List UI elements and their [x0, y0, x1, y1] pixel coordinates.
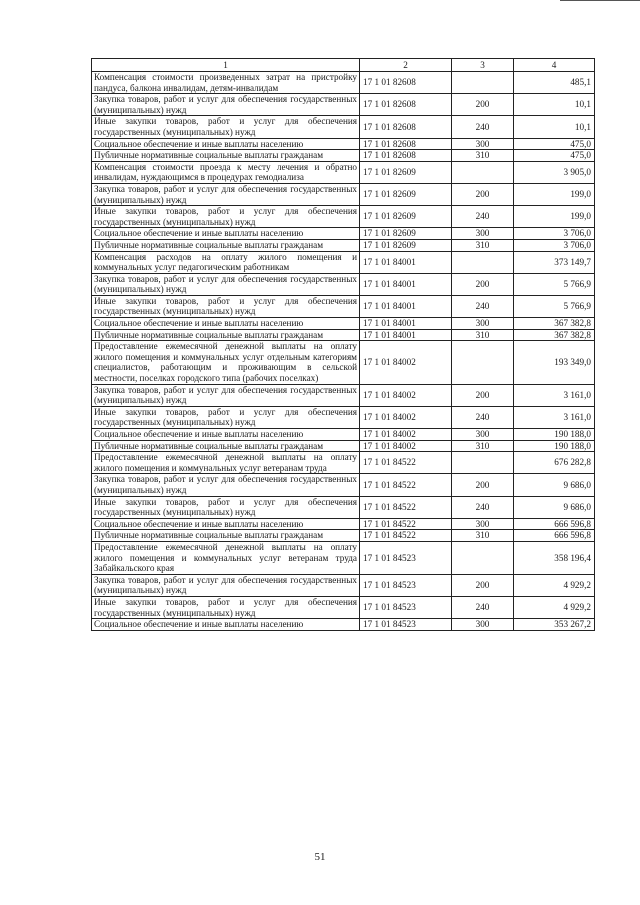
row-code-cell: 17 1 01 84002: [360, 341, 452, 384]
row-code-cell: 17 1 01 82608: [360, 94, 452, 116]
row-name-cell: Социальное обеспечение и иные выплаты населению: [92, 429, 360, 441]
table-row: [92, 239, 595, 251]
table-row: [92, 228, 595, 240]
table-row: [92, 574, 595, 596]
row-type-cell: 310: [452, 150, 514, 162]
row-amount-cell: 4 929,2: [514, 574, 595, 596]
row-type-cell: [452, 251, 514, 273]
row-amount-cell: 9 686,0: [514, 496, 595, 518]
row-code-cell: 17 1 01 84002: [360, 406, 452, 428]
row-type-cell: 240: [452, 406, 514, 428]
table-row: [92, 206, 595, 228]
row-code-cell: 17 1 01 84523: [360, 619, 452, 631]
row-type-cell: 310: [452, 530, 514, 542]
header-row: [92, 59, 595, 72]
row-amount-cell: 10,1: [514, 94, 595, 116]
table-row: [92, 150, 595, 162]
row-code-cell: 17 1 01 82608: [360, 138, 452, 150]
row-amount-cell: 3 706,0: [514, 228, 595, 240]
row-name-cell: Закупка товаров, работ и услуг для обеспечения государственных (муниципальных) нужд: [92, 384, 360, 406]
row-code-cell: 17 1 01 82609: [360, 228, 452, 240]
row-name-cell: Предоставление ежемесячной денежной выплаты на оплату жилого помещения и коммунальных услуг ветеранам труда Забайкальского края: [92, 541, 360, 574]
row-name-cell: Иные закупки товаров, работ и услуг для обеспечения государственных (муниципальных) нужд: [92, 406, 360, 428]
table-row: [92, 161, 595, 183]
row-name-cell: Публичные нормативные социальные выплаты гражданам: [92, 530, 360, 542]
row-name-cell: Социальное обеспечение и иные выплаты населению: [92, 619, 360, 631]
row-code-cell: 17 1 01 84001: [360, 273, 452, 295]
row-amount-cell: 367 382,8: [514, 329, 595, 341]
row-amount-cell: 358 196,4: [514, 541, 595, 574]
row-code-cell: 17 1 01 84001: [360, 251, 452, 273]
row-amount-cell: 190 188,0: [514, 440, 595, 452]
row-code-cell: 17 1 01 84002: [360, 384, 452, 406]
row-amount-cell: 190 188,0: [514, 429, 595, 441]
row-code-cell: 17 1 01 84002: [360, 440, 452, 452]
row-code-cell: 17 1 01 82609: [360, 183, 452, 205]
row-amount-cell: 3 905,0: [514, 161, 595, 183]
row-type-cell: 300: [452, 138, 514, 150]
row-amount-cell: 199,0: [514, 206, 595, 228]
row-name-cell: Социальное обеспечение и иные выплаты населению: [92, 318, 360, 330]
row-type-cell: 240: [452, 206, 514, 228]
row-amount-cell: 367 382,8: [514, 318, 595, 330]
column-header-3: 3: [452, 59, 514, 72]
row-type-cell: 200: [452, 183, 514, 205]
row-code-cell: 17 1 01 84523: [360, 574, 452, 596]
row-name-cell: Компенсация стоимости проезда к месту лечения и обратно инвалидам, нуждающимся в процедурах гемодиализа: [92, 161, 360, 183]
row-amount-cell: 353 267,2: [514, 619, 595, 631]
table-row: [92, 318, 595, 330]
row-name-cell: Социальное обеспечение и иные выплаты населению: [92, 138, 360, 150]
row-amount-cell: 666 596,8: [514, 530, 595, 542]
row-name-cell: Предоставление ежемесячной денежной выплаты на оплату жилого помещения и коммунальных услуг ветеранам труда: [92, 452, 360, 474]
row-type-cell: [452, 452, 514, 474]
table-row: [92, 251, 595, 273]
row-name-cell: Публичные нормативные социальные выплаты гражданам: [92, 440, 360, 452]
row-type-cell: 300: [452, 619, 514, 631]
row-name-cell: Публичные нормативные социальные выплаты гражданам: [92, 239, 360, 251]
row-amount-cell: 3 161,0: [514, 406, 595, 428]
row-code-cell: 17 1 01 82608: [360, 116, 452, 138]
row-code-cell: 17 1 01 84001: [360, 329, 452, 341]
row-code-cell: 17 1 01 84523: [360, 541, 452, 574]
table-row: [92, 384, 595, 406]
row-name-cell: Закупка товаров, работ и услуг для обеспечения государственных (муниципальных) нужд: [92, 94, 360, 116]
table-row: [92, 341, 595, 384]
table-row: [92, 183, 595, 205]
row-type-cell: 300: [452, 429, 514, 441]
table-row: [92, 541, 595, 574]
row-amount-cell: 9 686,0: [514, 474, 595, 496]
row-amount-cell: 5 766,9: [514, 273, 595, 295]
row-type-cell: [452, 72, 514, 94]
table-row: [92, 452, 595, 474]
row-code-cell: 17 1 01 84522: [360, 530, 452, 542]
table-row: [92, 619, 595, 631]
table-row: [92, 273, 595, 295]
row-amount-cell: 5 766,9: [514, 295, 595, 317]
row-code-cell: 17 1 01 82608: [360, 72, 452, 94]
row-name-cell: Иные закупки товаров, работ и услуг для обеспечения государственных (муниципальных) нужд: [92, 596, 360, 618]
row-amount-cell: 676 282,8: [514, 452, 595, 474]
table-row: [92, 329, 595, 341]
row-code-cell: 17 1 01 84002: [360, 429, 452, 441]
row-amount-cell: 373 149,7: [514, 251, 595, 273]
row-type-cell: 200: [452, 384, 514, 406]
row-name-cell: Социальное обеспечение и иные выплаты населению: [92, 518, 360, 530]
row-amount-cell: 475,0: [514, 150, 595, 162]
row-type-cell: 240: [452, 295, 514, 317]
row-type-cell: 240: [452, 496, 514, 518]
row-name-cell: Закупка товаров, работ и услуг для обеспечения государственных (муниципальных) нужд: [92, 574, 360, 596]
table-row: [92, 138, 595, 150]
row-name-cell: Публичные нормативные социальные выплаты гражданам: [92, 150, 360, 162]
row-amount-cell: 199,0: [514, 183, 595, 205]
row-type-cell: 240: [452, 116, 514, 138]
table-row: [92, 440, 595, 452]
row-name-cell: Компенсация стоимости произведенных затрат на пристройку пандуса, балкона инвалидам, детям-инвалидам: [92, 72, 360, 94]
column-header-2: 2: [360, 59, 452, 72]
row-code-cell: 17 1 01 84522: [360, 452, 452, 474]
budget-table: [91, 58, 595, 631]
row-type-cell: 200: [452, 574, 514, 596]
row-code-cell: 17 1 01 82609: [360, 239, 452, 251]
table-row: [92, 406, 595, 428]
table-row: [92, 429, 595, 441]
row-amount-cell: 666 596,8: [514, 518, 595, 530]
row-code-cell: 17 1 01 84522: [360, 496, 452, 518]
row-amount-cell: 10,1: [514, 116, 595, 138]
row-code-cell: 17 1 01 84522: [360, 518, 452, 530]
row-name-cell: Иные закупки товаров, работ и услуг для обеспечения государственных (муниципальных) нужд: [92, 295, 360, 317]
table-row: [92, 72, 595, 94]
page-number: 51: [314, 851, 326, 863]
row-name-cell: Компенсация расходов на оплату жилого помещения и коммунальных услуг педагогическим работникам: [92, 251, 360, 273]
table-row: [92, 496, 595, 518]
budget-table-container: [91, 58, 594, 631]
row-name-cell: Публичные нормативные социальные выплаты гражданам: [92, 329, 360, 341]
table-row: [92, 530, 595, 542]
row-type-cell: 200: [452, 273, 514, 295]
row-amount-cell: 4 929,2: [514, 596, 595, 618]
row-amount-cell: 193 349,0: [514, 341, 595, 384]
row-type-cell: [452, 541, 514, 574]
row-type-cell: 200: [452, 474, 514, 496]
row-code-cell: 17 1 01 82608: [360, 150, 452, 162]
row-type-cell: 310: [452, 329, 514, 341]
row-code-cell: 17 1 01 84001: [360, 295, 452, 317]
table-row: [92, 94, 595, 116]
row-code-cell: 17 1 01 84001: [360, 318, 452, 330]
row-name-cell: Иные закупки товаров, работ и услуг для обеспечения государственных (муниципальных) нужд: [92, 206, 360, 228]
corner-line: [560, 0, 640, 1]
row-code-cell: 17 1 01 84522: [360, 474, 452, 496]
table-row: [92, 596, 595, 618]
table-row: [92, 295, 595, 317]
row-type-cell: [452, 161, 514, 183]
row-type-cell: 200: [452, 94, 514, 116]
table-body: [92, 72, 595, 631]
row-type-cell: 300: [452, 518, 514, 530]
table-row: [92, 518, 595, 530]
row-type-cell: 300: [452, 228, 514, 240]
table-row: [92, 116, 595, 138]
row-name-cell: Предоставление ежемесячной денежной выплаты на оплату жилого помещения и коммунальных услуг отдельным категориям специалистов, работающим и проживающим в сельской местности, поселках городского типа (рабочих поселках): [92, 341, 360, 384]
column-header-1: 1: [92, 59, 360, 72]
row-amount-cell: 475,0: [514, 138, 595, 150]
row-amount-cell: 3 706,0: [514, 239, 595, 251]
row-type-cell: 240: [452, 596, 514, 618]
row-name-cell: Иные закупки товаров, работ и услуг для обеспечения государственных (муниципальных) нужд: [92, 496, 360, 518]
row-type-cell: 300: [452, 318, 514, 330]
column-header-4: 4: [514, 59, 595, 72]
row-name-cell: Иные закупки товаров, работ и услуг для обеспечения государственных (муниципальных) нужд: [92, 116, 360, 138]
row-name-cell: Социальное обеспечение и иные выплаты населению: [92, 228, 360, 240]
row-code-cell: 17 1 01 82609: [360, 206, 452, 228]
row-code-cell: 17 1 01 82609: [360, 161, 452, 183]
row-name-cell: Закупка товаров, работ и услуг для обеспечения государственных (муниципальных) нужд: [92, 273, 360, 295]
row-amount-cell: 3 161,0: [514, 384, 595, 406]
row-name-cell: Закупка товаров, работ и услуг для обеспечения государственных (муниципальных) нужд: [92, 474, 360, 496]
row-amount-cell: 485,1: [514, 72, 595, 94]
row-code-cell: 17 1 01 84523: [360, 596, 452, 618]
row-type-cell: 310: [452, 440, 514, 452]
table-row: [92, 474, 595, 496]
row-type-cell: [452, 341, 514, 384]
row-name-cell: Закупка товаров, работ и услуг для обеспечения государственных (муниципальных) нужд: [92, 183, 360, 205]
row-type-cell: 310: [452, 239, 514, 251]
